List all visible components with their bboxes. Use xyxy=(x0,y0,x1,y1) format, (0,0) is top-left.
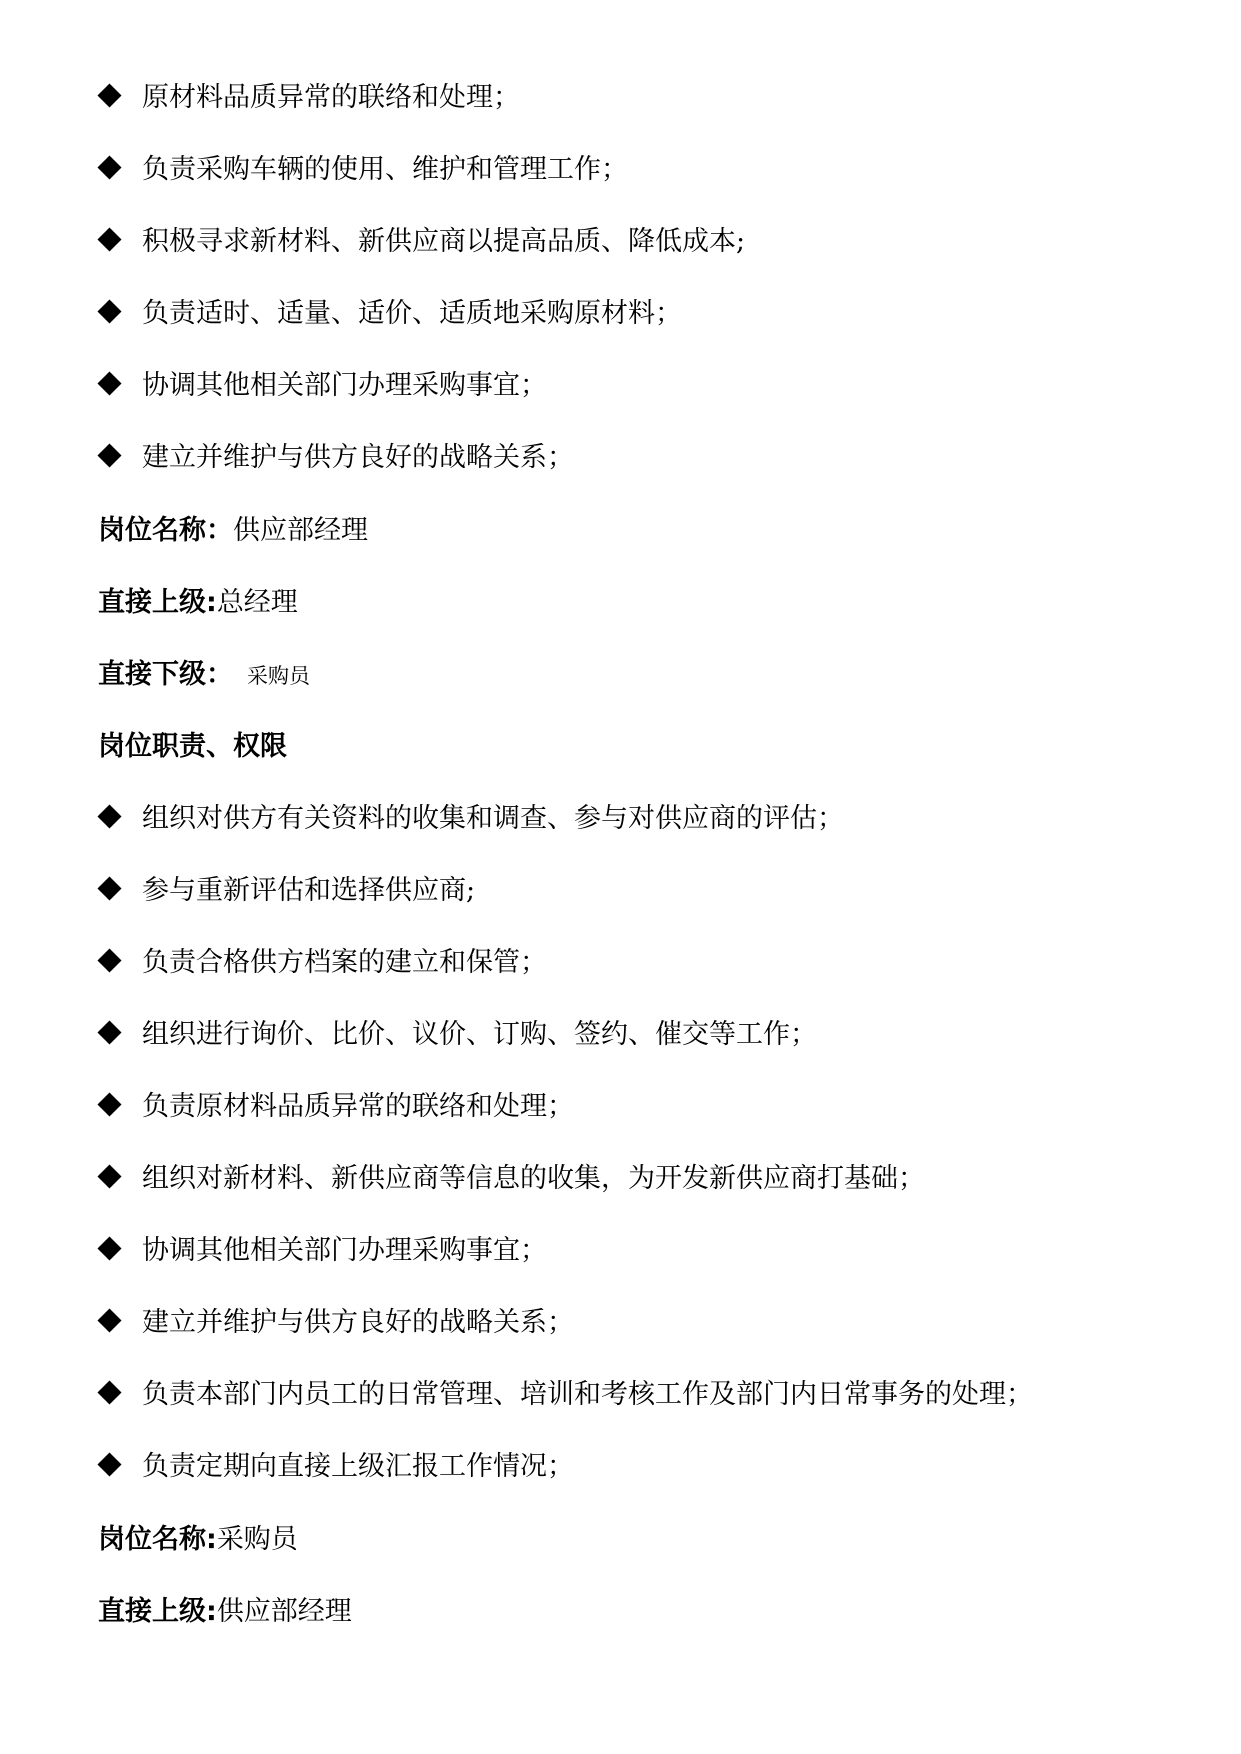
diamond-bullet-icon xyxy=(98,156,122,180)
bullet-item xyxy=(98,294,682,334)
diamond-bullet-icon xyxy=(98,1309,122,1333)
bullet-text: 建立并维护与供方良好的战略关系； xyxy=(142,1307,574,1338)
bullet-item xyxy=(98,150,628,190)
diamond-bullet-icon xyxy=(98,1237,122,1261)
direct-superior-label: 直接上级: xyxy=(98,587,217,618)
diamond-bullet-icon xyxy=(98,805,122,829)
bullet-item xyxy=(98,1087,574,1127)
diamond-bullet-icon xyxy=(98,877,122,901)
diamond-bullet-icon xyxy=(98,1381,122,1405)
bullet-text: 参与重新评估和选择供应商; xyxy=(142,875,476,906)
bullet-text: 协调其他相关部门办理采购事宜； xyxy=(142,370,547,401)
bullet-item xyxy=(98,366,547,406)
bullet-item xyxy=(98,1447,574,1487)
diamond-bullet-icon xyxy=(98,444,122,468)
diamond-bullet-icon xyxy=(98,372,122,396)
diamond-bullet-icon xyxy=(98,1165,122,1189)
bullet-text: 负责采购车辆的使用、维护和管理工作； xyxy=(142,154,628,185)
bullet-item xyxy=(98,943,547,983)
position-name-label: 岗位名称： xyxy=(98,515,233,546)
diamond-bullet-icon xyxy=(98,300,122,324)
bullet-text: 负责原材料品质异常的联络和处理； xyxy=(142,1091,574,1122)
position-name-value: 采购员 xyxy=(216,1524,298,1555)
bullet-item xyxy=(98,1159,925,1199)
bullet-text: 建立并维护与供方良好的战略关系； xyxy=(142,442,574,473)
direct-superior-value: 供应部经理 xyxy=(216,1596,352,1627)
bullet-item xyxy=(98,871,475,911)
bullet-text: 负责定期向直接上级汇报工作情况； xyxy=(142,1451,574,1482)
bullet-text: 原材料品质异常的联络和处理； xyxy=(142,82,520,113)
position-name-label: 岗位名称: xyxy=(98,1524,217,1555)
direct-subordinate-value: 采购员 xyxy=(247,664,310,688)
bullet-text: 负责合格供方档案的建立和保管； xyxy=(142,947,547,978)
direct-superior-value: 总经理 xyxy=(216,587,298,618)
bullet-text: 协调其他相关部门办理采购事宜； xyxy=(142,1235,547,1266)
bullet-text: 积极寻求新材料、新供应商以提高品质、降低成本; xyxy=(142,226,746,257)
direct-subordinate-row xyxy=(98,655,310,695)
duties-heading-row xyxy=(98,727,287,767)
diamond-bullet-icon xyxy=(98,1093,122,1117)
diamond-bullet-icon xyxy=(98,228,122,252)
direct-subordinate-label: 直接下级： xyxy=(98,659,233,690)
bullet-item xyxy=(98,222,745,262)
bullet-text: 负责适时、适量、适价、适质地采购原材料； xyxy=(142,298,682,329)
diamond-bullet-icon xyxy=(98,1453,122,1477)
bullet-text: 负责本部门内员工的日常管理、培训和考核工作及部门内日常事务的处理； xyxy=(142,1379,1033,1410)
diamond-bullet-icon xyxy=(98,1021,122,1045)
bullet-text: 组织进行询价、比价、议价、订购、签约、催交等工作； xyxy=(142,1019,817,1050)
diamond-bullet-icon xyxy=(98,84,122,108)
bullet-text: 组织对新材料、新供应商等信息的收集，为开发新供应商打基础； xyxy=(142,1163,925,1194)
bullet-item xyxy=(98,799,844,839)
bullet-item xyxy=(98,1303,574,1343)
position-name-value: 供应部经理 xyxy=(233,515,368,546)
direct-superior-label: 直接上级: xyxy=(98,1596,217,1627)
diamond-bullet-icon xyxy=(98,949,122,973)
bullet-text: 组织对供方有关资料的收集和调查、参与对供应商的评估； xyxy=(142,803,844,834)
position-name-row xyxy=(98,511,368,551)
bullet-item xyxy=(98,1231,547,1271)
direct-superior-row xyxy=(98,1592,352,1632)
bullet-item xyxy=(98,1375,1033,1415)
bullet-item xyxy=(98,438,574,478)
bullet-item xyxy=(98,1015,817,1055)
bullet-item xyxy=(98,78,520,118)
position-name-row xyxy=(98,1520,298,1560)
direct-superior-row xyxy=(98,583,298,623)
duties-heading: 岗位职责、权限 xyxy=(98,731,287,762)
